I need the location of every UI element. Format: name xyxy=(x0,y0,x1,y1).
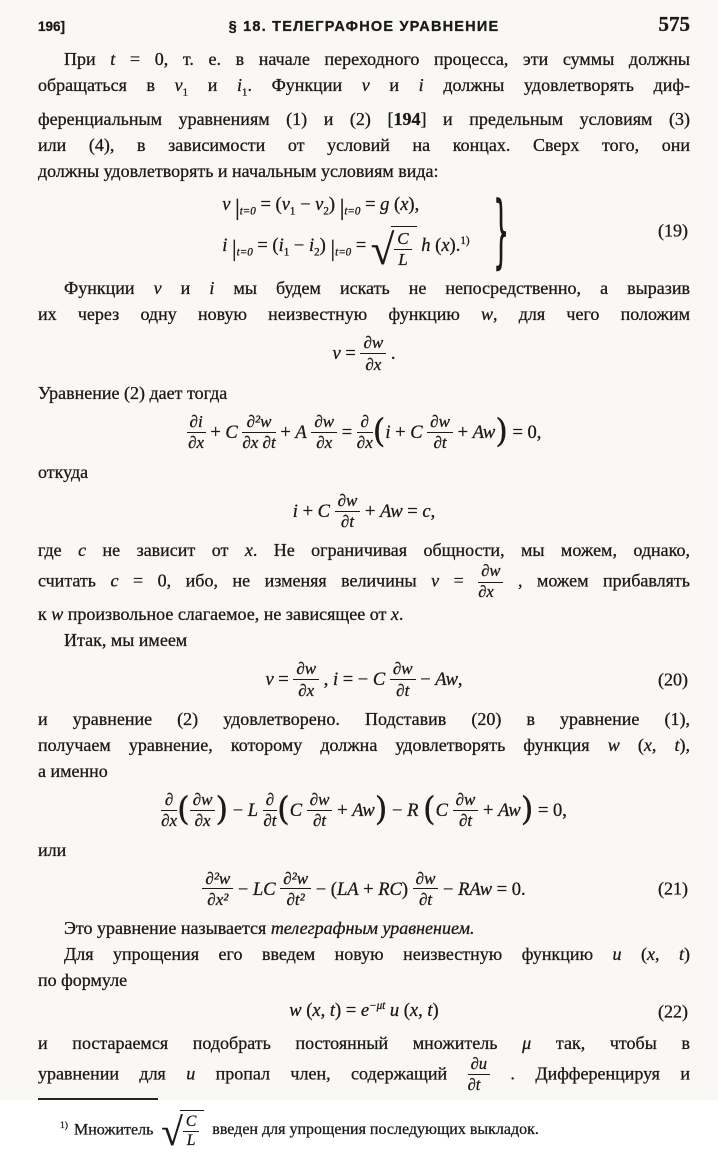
equation-line: v $|_{t=0} = (v_1 - v_2) |_{t=0} = g$ (x), xyxy=(222,194,420,221)
paragraph-equation-2-gives: Уравнение (2) дает тогда xyxy=(38,383,228,404)
text-line: ференциальным уравнениям (1) и (2) [194] и предельным условиям (3) xyxy=(38,108,690,129)
fraction: $\frac{\partial w}{\partial t}$ xyxy=(427,413,453,452)
text-line: по формуле xyxy=(38,970,128,991)
paragraph-choose-mu xyxy=(38,1030,690,1094)
text-line: к w произвольное слагаемое, не зависящее от x. xyxy=(38,604,404,625)
paragraph-c-independent xyxy=(38,537,690,627)
text-line: а именно xyxy=(38,760,108,781)
page-header xyxy=(38,12,690,37)
fraction: $\frac{\partial i}{\partial x}$ xyxy=(188,412,205,453)
fraction: $\frac{\partial w}{\partial t}$ xyxy=(307,791,333,830)
page-number: 575 xyxy=(658,12,690,36)
system-brace: } xyxy=(493,183,509,278)
fraction: $\frac{\partial w}{\partial x}$ xyxy=(190,791,216,830)
text-line: и постараемся подобрать постоянный множитель μ так, чтобы в xyxy=(38,1032,690,1053)
text-line: или (4), в зависимости от условий на концах. Сверх того, они xyxy=(38,134,690,155)
fraction: $\frac{\partial}{\partial x}$ xyxy=(161,789,178,831)
equation-constant-c: i + C $\frac{\partial w}{\partial t}$ + Aw = c, xyxy=(292,490,436,532)
equation-number: (22) xyxy=(658,1001,688,1022)
fraction: $\frac{\partial w}{\partial t}$ xyxy=(390,660,416,699)
fraction: $\frac{\partial w}{\partial x}$ xyxy=(478,563,503,601)
text-line: уравнении для u пропал член, содержащий $\frac{\partial u}{\partial t}$ . Дифференцируя и xyxy=(38,1053,690,1094)
equation-number: (20) xyxy=(658,669,688,690)
square-root xyxy=(370,226,417,274)
equation-22: w (x, $t) = e^{-\mu t}$ u (x, t) (22) xyxy=(289,1000,688,1022)
fraction: $\frac{\partial w}{\partial t}$ xyxy=(413,870,439,909)
text-line: считать c = 0, ибо, не изменяя величины v = $\frac{\partial w}{\partial x}$ , можем прибавлять xyxy=(38,561,690,602)
fraction: $\frac{\text{∂²w}}{\text{∂x²}}$ xyxy=(202,870,233,909)
fraction: $\frac{C}{L}$ xyxy=(394,230,411,269)
equation-expanded-2: $\frac{\partial i}{\partial x}$ + C $\frac{\text{∂²w}}{\partial x \partial t}$ + A $\frac{\partial w}{\partial x}$ = $\frac{\partial}{\partial x}$ (i + C $\frac{\partial w}{\partial t}$ + Aw) = 0, xyxy=(188,411,542,453)
section-title: § 18. ТЕЛЕГРАФНОЕ УРАВНЕНИЕ xyxy=(228,19,500,35)
fraction: $\frac{\partial w}{\partial t}$ xyxy=(335,492,361,531)
fraction: $\frac{\partial w}{\partial x}$ xyxy=(293,660,319,699)
equation-number: (21) xyxy=(658,878,688,899)
text-line: При t = 0, т. е. в начале переходного процесса, эти суммы должны xyxy=(64,49,690,69)
paragraph-substituting xyxy=(38,706,690,784)
paragraph-initial-conditions xyxy=(38,46,690,184)
paragraph-hence: откуда xyxy=(38,461,89,482)
fraction: $\frac{\partial}{\partial t}$ xyxy=(263,789,277,831)
text-line: Для упрощения его введем новую неизвестную функцию u (x, t) xyxy=(64,944,691,965)
fraction: $\frac{\partial w}{\partial x}$ xyxy=(311,413,337,452)
text-line: должны удовлетворять и начальным условиям вида: xyxy=(38,160,439,181)
footnote-rule xyxy=(38,1098,158,1100)
fraction: $\frac{\partial w}{\partial t}$ xyxy=(453,791,479,830)
paragraph-seek-functions xyxy=(38,275,690,327)
fraction: $\frac{\partial u}{\partial t}$ xyxy=(468,1056,490,1094)
equation-number: (19) xyxy=(658,220,688,240)
equation-21: $\frac{\text{∂²w}}{\text{∂x²}}$ − LC $\frac{\text{∂²w}}{\text{∂t²}}$ − (LA + RC) $\frac{\partial w}{\partial t}$ − RAw = 0. (21) xyxy=(38,870,690,909)
equation-v-dw-dx: v = $\frac{\partial w}{\partial x}$ . xyxy=(332,333,396,374)
equation-21-expanded: $\frac{\partial}{\partial x}$ ( $\frac{\partial w}{\partial x}$ ) − L $\frac{\partial}{\partial t}$ (C $\frac{\partial w}{\partial t}$ + Aw) − R (C $\frac{\partial w}{\partial t}$ + Aw) = 0, xyxy=(161,789,567,831)
text-line: и уравнение (2) удовлетворено. Подставив (20) в уравнение (1), xyxy=(38,708,690,729)
footnote: $^{1)}$ Множитель √ $\frac{C}{L}$ введен для упрощения последующих выкладок. xyxy=(60,1111,539,1154)
fraction: $\frac{C}{L}$ xyxy=(183,1114,199,1150)
radical-symbol: √ xyxy=(370,226,395,274)
text-line: их через одну новую неизвестную функцию w, для чего положим xyxy=(38,304,690,325)
margin-section-ref: 196] xyxy=(38,19,66,34)
equation-20: v = $\frac{\partial w}{\partial x}$ , i = − C $\frac{\partial w}{\partial t}$ − Aw, (20) xyxy=(265,659,688,700)
paragraph-or: или xyxy=(38,839,67,860)
equation-line: i $|_{t=0} = (i_1 - i_2) |_{t=0}$ = √ $\frac{C}{L}$ h (x).$^{1)}$ xyxy=(222,226,470,274)
fraction: $\frac{\text{∂²w}}{\text{∂t²}}$ xyxy=(280,870,311,909)
text-line: обращаться в $v_1$ и $i_1$. Функции v и i должны удовлетворять диф- xyxy=(38,75,690,99)
text-line: Функции v и i мы будем искать не непосредственно, а выразив xyxy=(64,278,690,299)
text-line: где c не зависит от x. Не ограничивая общности, мы можем, однако, xyxy=(38,540,690,561)
paragraph-thus-we-have: Итак, мы имеем xyxy=(64,630,188,651)
fraction: $\frac{\text{∂²w}}{\partial x \partial t}$ xyxy=(242,412,276,453)
square-root xyxy=(161,1110,204,1154)
fraction: $\frac{\partial}{\partial x}$ xyxy=(356,412,373,453)
radical-symbol: √ xyxy=(161,1111,183,1154)
paragraph-telegraph-equation-name: Это уравнение называется телеграфным уравнением. xyxy=(64,918,475,939)
fraction: $\frac{\partial w}{\partial x}$ xyxy=(360,334,386,373)
paragraph-simplification xyxy=(38,941,690,993)
text-line: получаем уравнение, которому должна удовлетворять функция w (x, t), xyxy=(38,734,691,755)
equation-19 xyxy=(38,183,690,278)
